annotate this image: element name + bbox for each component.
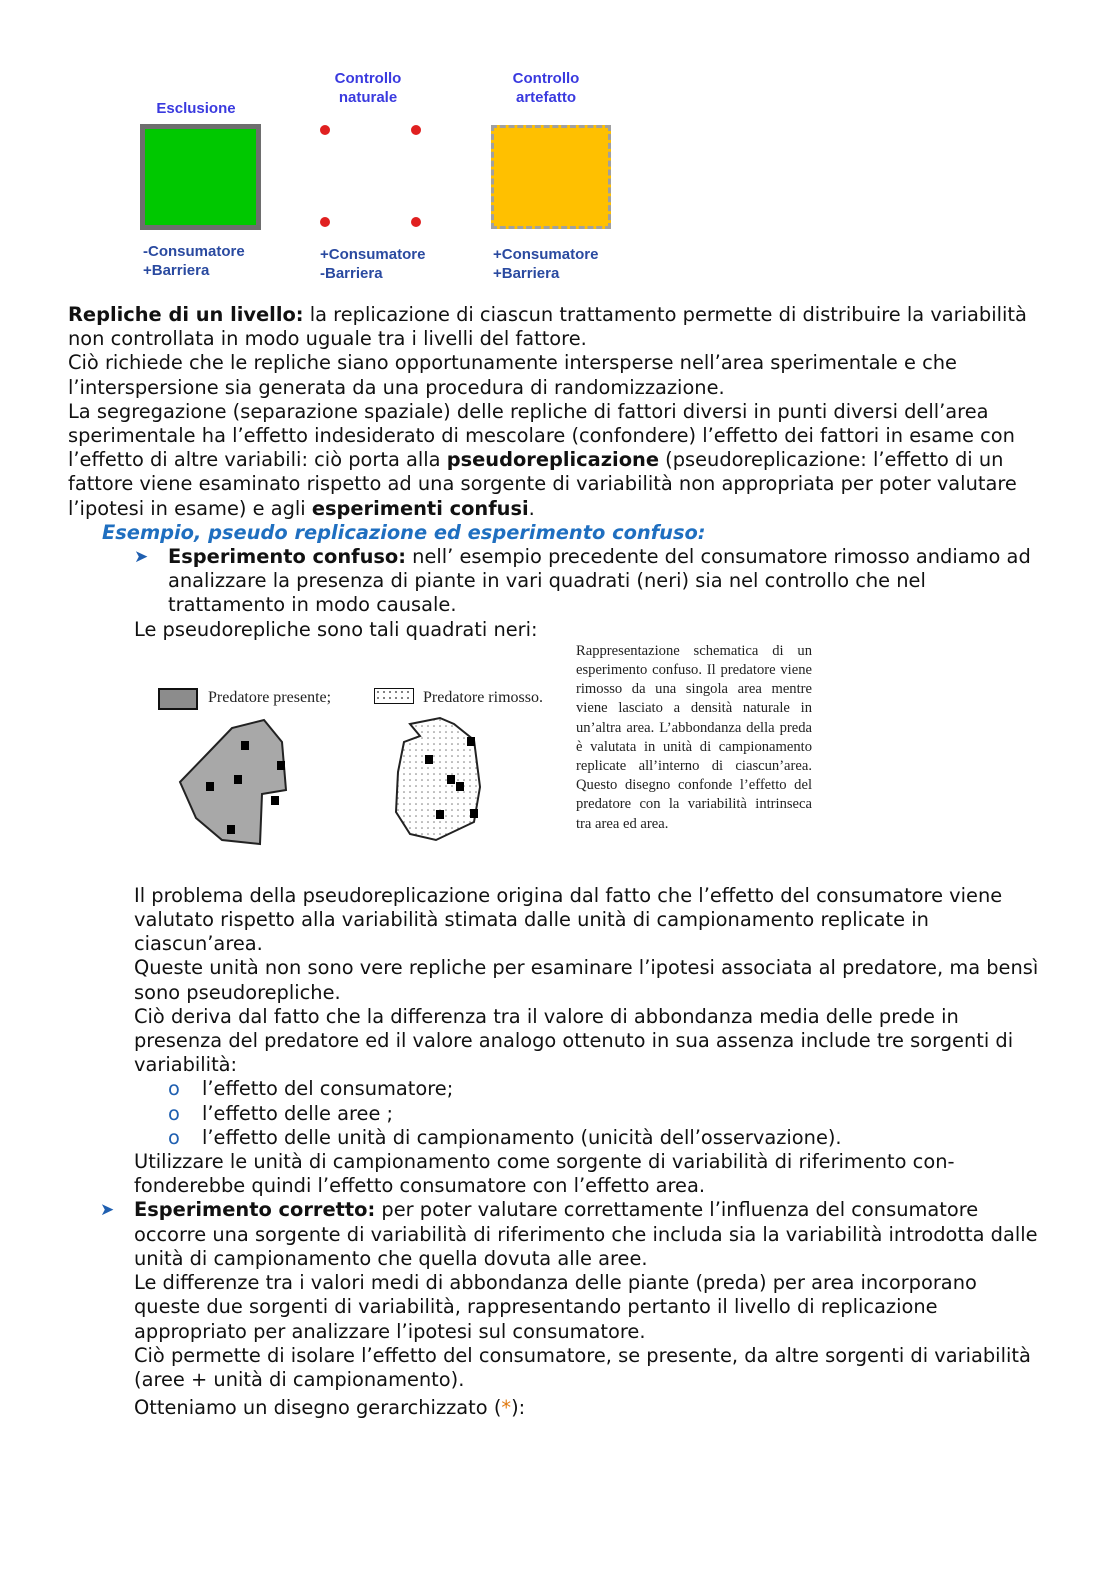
legend-present-label: Predatore presente; bbox=[208, 688, 332, 706]
legend-removed-label: Predatore rimosso. bbox=[423, 688, 543, 706]
bullet-esperimento-corretto: ➤ Esperimento corretto: per poter valutare correttamente l’influenza del consumatore occorre una sorgente di variabilità di riferimento che includa sia la variabilità introdotta dalle unità di campionamento che quella dovuta alle aree. bbox=[100, 1198, 1038, 1270]
paragraph: Queste unità non sono vere repliche per esaminare l’ipotesi associata al predatore, ma bensì sono pseudorepliche. bbox=[134, 956, 1039, 1004]
paragraph-repliche: Repliche di un livello: la replicazione di ciascun trattamento permette di distribuire la variabilità non controllata in modo uguale tra i livelli del fattore. bbox=[68, 303, 1027, 351]
asterisk-icon: * bbox=[501, 1396, 512, 1420]
document-body bbox=[68, 303, 1048, 1420]
bullet-esperimento-confuso: ➤ Esperimento confuso: nell’ esempio precedente del consumatore rimosso andiamo ad analizzare la presenza di piante in vari quadrati (neri) sia nel controllo che nel trattamento in modo causale. bbox=[134, 545, 1031, 617]
area-predator-removed bbox=[396, 718, 480, 840]
circle-bullet-icon: o bbox=[168, 1101, 180, 1125]
list-item: o l’effetto delle unità di campionamento (unicità dell’osservazione). bbox=[168, 1125, 842, 1149]
explanation-block bbox=[134, 884, 1048, 1078]
natural-control-corners bbox=[310, 118, 430, 233]
artifact-control-square bbox=[491, 125, 611, 229]
paragraph-disegno: Otteniamo un disegno gerarchizzato (*): bbox=[134, 1396, 526, 1420]
label-controllo-naturale-bottom: +Consumatore -Barriera bbox=[320, 246, 426, 282]
paragraph-segregazione: La segregazione (separazione spaziale) delle repliche di fattori diversi in punti diversi dell’area sperimentale ha l’effetto indesiderato di mescolare (confondere) l’effetto dei fattori in esame con l’effetto di altre variabili: ciò porta alla pseudoreplicazione (pseudoreplicazione: l’effetto di un fattore viene esaminato rispetto ad una sorgente di variabilità non appropriata per poter valutare l’ipotesi in esame) e agli esperimenti confusi. bbox=[68, 399, 1017, 520]
figure-caption: Rappresentazione schematica di un esperimento confuso. Il predatore viene rimosso da una singola area mentre viene lasciato a densità naturale in un’altra area. L’abbondanza della preda è valutata in unità di campionamento replicate all’interno di ciascun’area. Questo disegno confonde l’effetto del predatore con la variabilità intrinseca tra area ed area. bbox=[576, 642, 812, 832]
paragraph: Ciò richiede che le repliche siano opportunamente intersperse nell’area sperimentale e che l’interspersione sia generata da una procedura di randomizzazione. bbox=[68, 351, 957, 399]
label-controllo-artefatto-bottom: +Consumatore +Barriera bbox=[493, 246, 599, 282]
areas-diagram bbox=[174, 712, 534, 852]
paragraph: Il problema della pseudoreplicazione origina dal fatto che l’effetto del consumatore viene valutato rispetto alla variabilità stimata dalle unità di campionamento replicate in ciascun’area. bbox=[134, 883, 1003, 956]
list-item: o l’effetto delle aree ; bbox=[168, 1101, 394, 1125]
label-controllo-artefatto: Controllo artefatto bbox=[512, 70, 580, 106]
legend-removed-swatch bbox=[374, 688, 414, 704]
paragraph: Le differenze tra i valori medi di abbondanza delle piante (preda) per area incorporano queste due sorgenti di variabilità, rappresentando pertanto il livello di replicazione appropriato per analizzare l’ipotesi sul consumatore. bbox=[134, 1271, 977, 1343]
legend-present-swatch bbox=[158, 688, 198, 710]
circle-bullet-icon: o bbox=[168, 1125, 180, 1149]
paragraph: Ciò deriva dal fatto che la differenza tra il valore di abbondanza media delle prede in presenza del predatore ed il valore analogo ottenuto in sua assenza include tre sorgenti di variabilità: bbox=[134, 1004, 1014, 1077]
arrow-bullet-icon: ➤ bbox=[134, 547, 149, 568]
list-item: o l’effetto del consumatore; bbox=[168, 1077, 454, 1101]
example-heading: Esempio, pseudo replicazione ed esperimento confuso: bbox=[102, 520, 706, 544]
exclusion-square bbox=[140, 124, 261, 230]
paragraph: Ciò permette di isolare l’effetto del consumatore, se presente, da altre sorgenti di variabilità (aree + unità di campionamento). bbox=[134, 1343, 1031, 1391]
label-controllo-naturale: Controllo naturale bbox=[334, 70, 402, 106]
arrow-bullet-icon: ➤ bbox=[100, 1200, 115, 1221]
paragraph: Le pseudorepliche sono tali quadrati neri: bbox=[134, 617, 538, 641]
label-esclusione: Esclusione bbox=[156, 100, 236, 117]
paragraph: Utilizzare le unità di campionamento come sorgente di variabilità di riferimento con-fonderebbe quindi l’effetto consumatore con l’effetto area. bbox=[134, 1150, 955, 1198]
label-esclusione-bottom: -Consumatore +Barriera bbox=[143, 243, 245, 279]
circle-bullet-icon: o bbox=[168, 1077, 180, 1101]
confused-experiment-figure bbox=[134, 642, 1048, 884]
